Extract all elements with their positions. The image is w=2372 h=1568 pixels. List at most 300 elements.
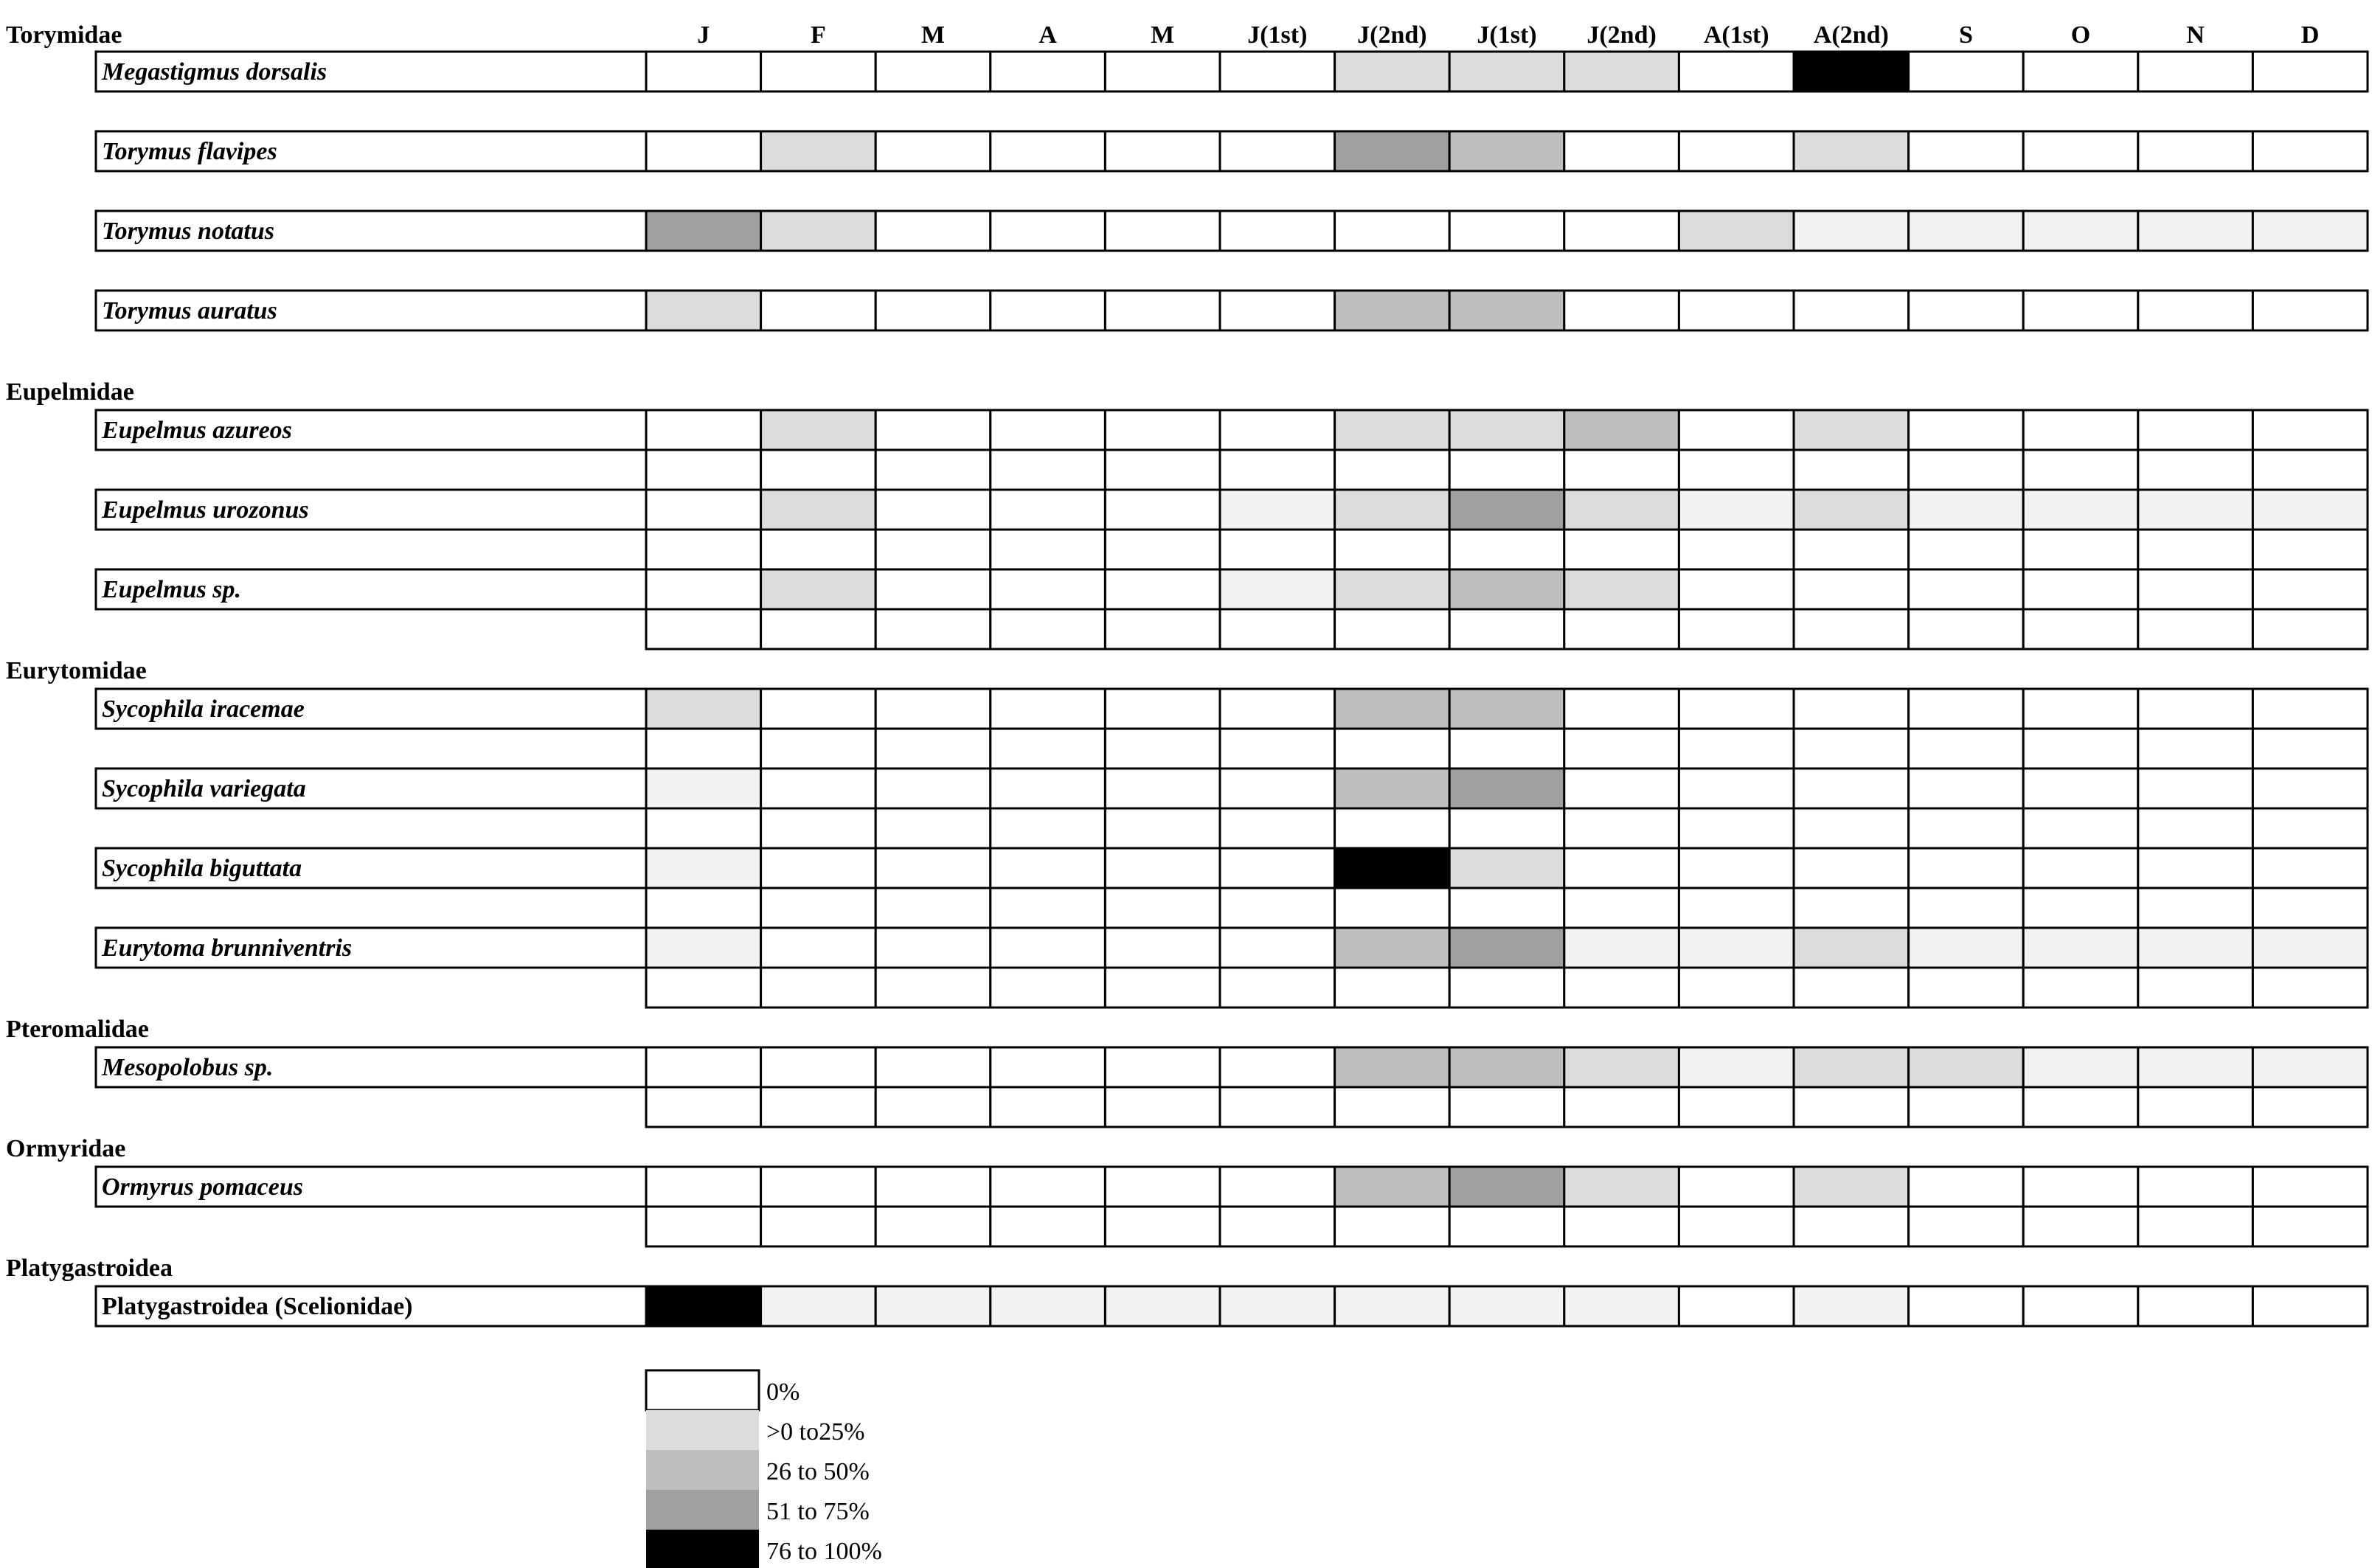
heatmap-cell	[646, 410, 761, 450]
spacer-cell	[875, 530, 991, 569]
heatmap-cell	[1794, 291, 1909, 330]
heatmap-cell	[1335, 569, 1450, 609]
heatmap-cell	[1794, 1167, 1909, 1207]
heatmap-cell	[646, 769, 761, 808]
heatmap-cell	[646, 52, 761, 91]
spacer-cell	[1220, 609, 1335, 649]
heatmap-cell	[1564, 769, 1679, 808]
legend-item	[646, 1490, 870, 1530]
spacer-row	[646, 808, 2368, 848]
spacer-cell	[1679, 729, 1794, 769]
spacer-cell	[875, 1087, 991, 1127]
heatmap-cell	[1220, 689, 1335, 729]
spacer-cell	[1794, 450, 1909, 490]
column-header: M	[920, 21, 946, 49]
spacer-cell	[875, 1207, 991, 1246]
species-label: Eupelmus azureos	[102, 417, 292, 444]
spacer-cell	[646, 1087, 761, 1127]
legend-item	[646, 1410, 864, 1450]
heatmap-cell	[1220, 769, 1335, 808]
spacer-cell	[1220, 968, 1335, 1007]
family-label: Platygastroidea	[6, 1255, 173, 1282]
spacer-cell	[2138, 729, 2253, 769]
spacer-row	[646, 530, 2368, 569]
spacer-cell	[991, 450, 1106, 490]
heatmap-cell	[2253, 211, 2368, 251]
heatmap-cell	[1105, 689, 1220, 729]
heatmap-cell	[991, 291, 1106, 330]
heatmap-cell	[1105, 131, 1220, 171]
heatmap-cell	[1449, 131, 1564, 171]
species-label: Eurytoma brunniventris	[102, 934, 353, 962]
heatmap-cell	[2253, 131, 2368, 171]
spacer-cell	[2138, 609, 2253, 649]
spacer-cell	[1564, 808, 1679, 848]
heatmap-cell	[2253, 928, 2368, 968]
heatmap-cell	[1679, 131, 1794, 171]
heatmap-cell	[2023, 410, 2138, 450]
spacer-cell	[1220, 1207, 1335, 1246]
species-row	[96, 490, 2368, 530]
heatmap-cell	[1564, 1047, 1679, 1087]
heatmap-cell	[2138, 928, 2253, 968]
heatmap-cell	[2023, 291, 2138, 330]
heatmap-cell	[1909, 1047, 2024, 1087]
heatmap-body	[6, 21, 2368, 1326]
spacer-cell	[1679, 530, 1794, 569]
heatmap-cell	[2253, 1286, 2368, 1326]
heatmap-cell	[2023, 52, 2138, 91]
spacer-row	[646, 450, 2368, 490]
legend-swatch	[646, 1450, 759, 1490]
spacer-cell	[2138, 888, 2253, 928]
heatmap-cell	[1909, 131, 2024, 171]
spacer-cell	[1909, 808, 2024, 848]
spacer-cell	[2138, 968, 2253, 1007]
heatmap-cell	[1679, 769, 1794, 808]
species-label: Mesopolobus sp.	[102, 1054, 274, 1081]
spacer-cell	[1220, 1087, 1335, 1127]
spacer-cell	[646, 530, 761, 569]
heatmap-cell	[1449, 848, 1564, 888]
heatmap-cell	[1794, 410, 1909, 450]
heatmap-cell	[1105, 569, 1220, 609]
column-header: D	[2300, 21, 2320, 49]
legend-label: 76 to 100%	[766, 1538, 882, 1565]
heatmap-cell	[1564, 1286, 1679, 1326]
heatmap-cell	[1909, 52, 2024, 91]
column-header: S	[1958, 21, 1973, 49]
heatmap-cell	[1449, 211, 1564, 251]
spacer-cell	[2253, 888, 2368, 928]
heatmap-cell	[1679, 848, 1794, 888]
heatmap-cell	[2023, 131, 2138, 171]
spacer-cell	[2253, 530, 2368, 569]
spacer-cell	[1105, 729, 1220, 769]
spacer-cell	[761, 1207, 876, 1246]
heatmap-cell	[875, 490, 991, 530]
species-row	[96, 848, 2368, 888]
heatmap-cell	[1679, 1047, 1794, 1087]
heatmap-cell	[2138, 490, 2253, 530]
spacer-cell	[991, 968, 1106, 1007]
legend-swatch	[646, 1530, 759, 1568]
spacer-cell	[2138, 450, 2253, 490]
heatmap-cell	[991, 1167, 1106, 1207]
heatmap-cell	[646, 1286, 761, 1326]
spacer-cell	[1564, 530, 1679, 569]
heatmap-cell	[875, 1286, 991, 1326]
heatmap-cell	[1449, 1047, 1564, 1087]
heatmap-cell	[1105, 848, 1220, 888]
spacer-cell	[1220, 888, 1335, 928]
heatmap-cell	[2138, 211, 2253, 251]
spacer-cell	[1105, 530, 1220, 569]
spacer-cell	[761, 888, 876, 928]
heatmap-cell	[761, 131, 876, 171]
heatmap-cell	[1335, 689, 1450, 729]
heatmap-cell	[875, 1047, 991, 1087]
heatmap-cell	[875, 569, 991, 609]
heatmap-cell	[1105, 490, 1220, 530]
heatmap-cell	[1449, 689, 1564, 729]
spacer-cell	[1335, 968, 1450, 1007]
spacer-cell	[1335, 450, 1450, 490]
spacer-cell	[1449, 530, 1564, 569]
heatmap-cell	[2138, 848, 2253, 888]
spacer-cell	[646, 968, 761, 1007]
spacer-cell	[646, 808, 761, 848]
species-label: Torymus flavipes	[102, 138, 277, 165]
heatmap-cell	[2253, 291, 2368, 330]
family-label: Pteromalidae	[6, 1016, 149, 1043]
spacer-row	[646, 609, 2368, 649]
species-label: Ormyrus pomaceus	[102, 1173, 303, 1201]
spacer-row	[646, 1207, 2368, 1246]
heatmap-cell	[646, 1167, 761, 1207]
spacer-cell	[646, 888, 761, 928]
heatmap-cell	[1909, 569, 2024, 609]
heatmap-cell	[1105, 769, 1220, 808]
species-row	[96, 1286, 2368, 1326]
heatmap-cell	[761, 52, 876, 91]
spacer-cell	[1449, 888, 1564, 928]
heatmap-cell	[646, 569, 761, 609]
spacer-cell	[761, 808, 876, 848]
heatmap-cell	[646, 291, 761, 330]
heatmap-cell	[1909, 689, 2024, 729]
spacer-cell	[1564, 609, 1679, 649]
heatmap-cell	[761, 291, 876, 330]
spacer-cell	[2023, 530, 2138, 569]
species-row	[96, 211, 2368, 251]
species-row	[96, 1047, 2368, 1087]
spacer-cell	[1909, 450, 2024, 490]
heatmap-cell	[2253, 1167, 2368, 1207]
heatmap-cell	[1564, 689, 1679, 729]
spacer-row	[646, 968, 2368, 1007]
spacer-cell	[1449, 968, 1564, 1007]
spacer-cell	[991, 1087, 1106, 1127]
heatmap-cell	[991, 569, 1106, 609]
spacer-cell	[1909, 609, 2024, 649]
heatmap-cell	[1909, 1286, 2024, 1326]
heatmap-cell	[1794, 490, 1909, 530]
heatmap-cell	[1220, 211, 1335, 251]
spacer-cell	[2138, 530, 2253, 569]
species-label: Torymus notatus	[102, 218, 274, 245]
spacer-cell	[2253, 729, 2368, 769]
heatmap-cell	[2023, 928, 2138, 968]
heatmap-cell	[1220, 848, 1335, 888]
heatmap-cell	[761, 769, 876, 808]
spacer-cell	[761, 1087, 876, 1127]
heatmap-cell	[1220, 291, 1335, 330]
legend-swatch	[646, 1370, 759, 1410]
heatmap-cell	[1679, 410, 1794, 450]
column-header: N	[2186, 21, 2205, 49]
heatmap-cell	[1220, 52, 1335, 91]
species-label: Megastigmus dorsalis	[102, 58, 327, 86]
heatmap-cell	[875, 211, 991, 251]
legend-label: 51 to 75%	[766, 1498, 870, 1525]
heatmap-cell	[1909, 769, 2024, 808]
spacer-cell	[2253, 1087, 2368, 1127]
heatmap-cell	[2138, 131, 2253, 171]
heatmap-cell	[761, 848, 876, 888]
heatmap-cell	[761, 211, 876, 251]
heatmap-cell	[875, 848, 991, 888]
spacer-cell	[2138, 1087, 2253, 1127]
spacer-cell	[875, 968, 991, 1007]
spacer-cell	[646, 609, 761, 649]
heatmap-cell	[1564, 490, 1679, 530]
spacer-cell	[991, 1207, 1106, 1246]
heatmap-cell	[1679, 291, 1794, 330]
heatmap-cell	[761, 1286, 876, 1326]
spacer-cell	[761, 968, 876, 1007]
species-label: Eupelmus urozonus	[102, 496, 309, 524]
spacer-cell	[1794, 968, 1909, 1007]
spacer-cell	[646, 450, 761, 490]
spacer-cell	[1909, 729, 2024, 769]
spacer-cell	[1449, 1207, 1564, 1246]
spacer-row	[646, 1087, 2368, 1127]
heatmap-cell	[1794, 848, 1909, 888]
column-header: J(2nd)	[1586, 21, 1657, 49]
heatmap-cell	[1335, 490, 1450, 530]
spacer-cell	[2023, 1087, 2138, 1127]
species-label: Torymus auratus	[102, 297, 277, 325]
spacer-cell	[2023, 808, 2138, 848]
spacer-cell	[1335, 808, 1450, 848]
spacer-cell	[1679, 609, 1794, 649]
spacer-cell	[1794, 888, 1909, 928]
heatmap-cell	[875, 769, 991, 808]
spacer-cell	[875, 808, 991, 848]
heatmap-cell	[761, 1047, 876, 1087]
spacer-cell	[1449, 808, 1564, 848]
species-label: Sycophila iracemae	[102, 695, 305, 723]
heatmap-cell	[1335, 769, 1450, 808]
legend-label: >0 to25%	[766, 1418, 865, 1446]
heatmap-cell	[1335, 211, 1450, 251]
heatmap-cell	[1335, 131, 1450, 171]
spacer-cell	[991, 888, 1106, 928]
heatmap-cell	[875, 689, 991, 729]
heatmap-cell	[1449, 569, 1564, 609]
heatmap-cell	[875, 928, 991, 968]
heatmap-cell	[1220, 410, 1335, 450]
spacer-cell	[2253, 609, 2368, 649]
heatmap-cell	[875, 52, 991, 91]
spacer-cell	[1335, 729, 1450, 769]
spacer-cell	[1794, 609, 1909, 649]
heatmap-cell	[1449, 52, 1564, 91]
column-header: A	[1038, 21, 1057, 49]
heatmap-cell	[2023, 848, 2138, 888]
heatmap-cell	[2023, 1167, 2138, 1207]
heatmap-cell	[2253, 490, 2368, 530]
spacer-cell	[1449, 729, 1564, 769]
heatmap-cell	[1335, 928, 1450, 968]
spacer-cell	[1794, 729, 1909, 769]
species-row	[96, 928, 2368, 968]
spacer-cell	[1105, 1207, 1220, 1246]
spacer-cell	[1335, 1087, 1450, 1127]
heatmap-cell	[1449, 1167, 1564, 1207]
heatmap-cell	[1909, 410, 2024, 450]
heatmap-cell	[2253, 569, 2368, 609]
heatmap-cell	[1335, 1167, 1450, 1207]
heatmap-cell	[991, 1047, 1106, 1087]
heatmap-cell	[1909, 1167, 2024, 1207]
spacer-cell	[1105, 609, 1220, 649]
spacer-cell	[2253, 808, 2368, 848]
spacer-cell	[1105, 808, 1220, 848]
spacer-cell	[1105, 968, 1220, 1007]
legend-item	[646, 1370, 800, 1410]
heatmap-cell	[1105, 410, 1220, 450]
column-header: J(1st)	[1247, 21, 1308, 49]
spacer-cell	[1679, 450, 1794, 490]
column-header: J	[697, 21, 710, 49]
heatmap-cell	[991, 131, 1106, 171]
spacer-cell	[1794, 530, 1909, 569]
spacer-cell	[2023, 609, 2138, 649]
spacer-cell	[991, 808, 1106, 848]
legend-item	[646, 1450, 870, 1490]
heatmap-cell	[991, 52, 1106, 91]
species-row	[96, 689, 2368, 729]
heatmap-cell	[2138, 689, 2253, 729]
spacer-cell	[1564, 450, 1679, 490]
spacer-cell	[1564, 729, 1679, 769]
column-header: O	[2070, 21, 2091, 49]
heatmap-cell	[1335, 410, 1450, 450]
heatmap-cell	[1794, 52, 1909, 91]
heatmap-cell	[1794, 1286, 1909, 1326]
heatmap-cell	[646, 211, 761, 251]
heatmap-cell	[761, 410, 876, 450]
heatmap-cell	[991, 211, 1106, 251]
spacer-cell	[1679, 1207, 1794, 1246]
heatmap-cell	[1220, 928, 1335, 968]
heatmap-cell	[1220, 569, 1335, 609]
heatmap-cell	[2138, 1286, 2253, 1326]
column-header: J(1st)	[1477, 21, 1537, 49]
heatmap-cell	[1105, 1286, 1220, 1326]
heatmap-cell	[2253, 410, 2368, 450]
heatmap-cell	[1335, 1047, 1450, 1087]
spacer-cell	[1449, 1087, 1564, 1127]
spacer-cell	[1909, 888, 2024, 928]
heatmap-cell	[2138, 410, 2253, 450]
spacer-cell	[761, 729, 876, 769]
spacer-cell	[1909, 968, 2024, 1007]
heatmap-cell	[2023, 1286, 2138, 1326]
species-label: Sycophila biguttata	[102, 855, 302, 882]
heatmap-cell	[1564, 569, 1679, 609]
spacer-cell	[875, 729, 991, 769]
species-row	[96, 769, 2368, 808]
spacer-cell	[2023, 968, 2138, 1007]
column-header: A(1st)	[1703, 21, 1769, 49]
legend	[646, 1370, 882, 1568]
heatmap-cell	[646, 1047, 761, 1087]
spacer-cell	[1335, 609, 1450, 649]
heatmap-cell	[875, 1167, 991, 1207]
heatmap-cell	[646, 689, 761, 729]
spacer-cell	[1794, 808, 1909, 848]
heatmap-cell	[1909, 490, 2024, 530]
spacer-cell	[761, 530, 876, 569]
spacer-cell	[991, 609, 1106, 649]
spacer-cell	[1105, 888, 1220, 928]
species-row	[96, 131, 2368, 171]
heatmap-cell	[875, 131, 991, 171]
heatmap-cell	[1794, 211, 1909, 251]
spacer-cell	[1220, 450, 1335, 490]
heatmap-cell	[2023, 1047, 2138, 1087]
spacer-cell	[1564, 968, 1679, 1007]
column-header: F	[811, 21, 826, 49]
heatmap-cell	[761, 689, 876, 729]
spacer-cell	[991, 530, 1106, 569]
heatmap-cell	[1220, 1167, 1335, 1207]
heatmap-cell	[761, 569, 876, 609]
spacer-cell	[2023, 729, 2138, 769]
heatmap-cell	[1335, 1286, 1450, 1326]
heatmap-cell	[1449, 769, 1564, 808]
heatmap-cell	[2253, 689, 2368, 729]
spacer-cell	[1679, 808, 1794, 848]
spacer-cell	[1105, 450, 1220, 490]
spacer-cell	[875, 609, 991, 649]
spacer-cell	[646, 729, 761, 769]
spacer-cell	[1335, 888, 1450, 928]
species-label: Platygastroidea (Scelionidae)	[102, 1293, 413, 1320]
column-header: J(2nd)	[1357, 21, 1427, 49]
spacer-cell	[2253, 450, 2368, 490]
heatmap-cell	[1909, 928, 2024, 968]
heatmap-cell	[2138, 291, 2253, 330]
heatmap-cell	[991, 1286, 1106, 1326]
heatmap-cell	[761, 490, 876, 530]
heatmap-cell	[1679, 490, 1794, 530]
heatmap-cell	[2023, 769, 2138, 808]
heatmap-cell	[2138, 1047, 2253, 1087]
